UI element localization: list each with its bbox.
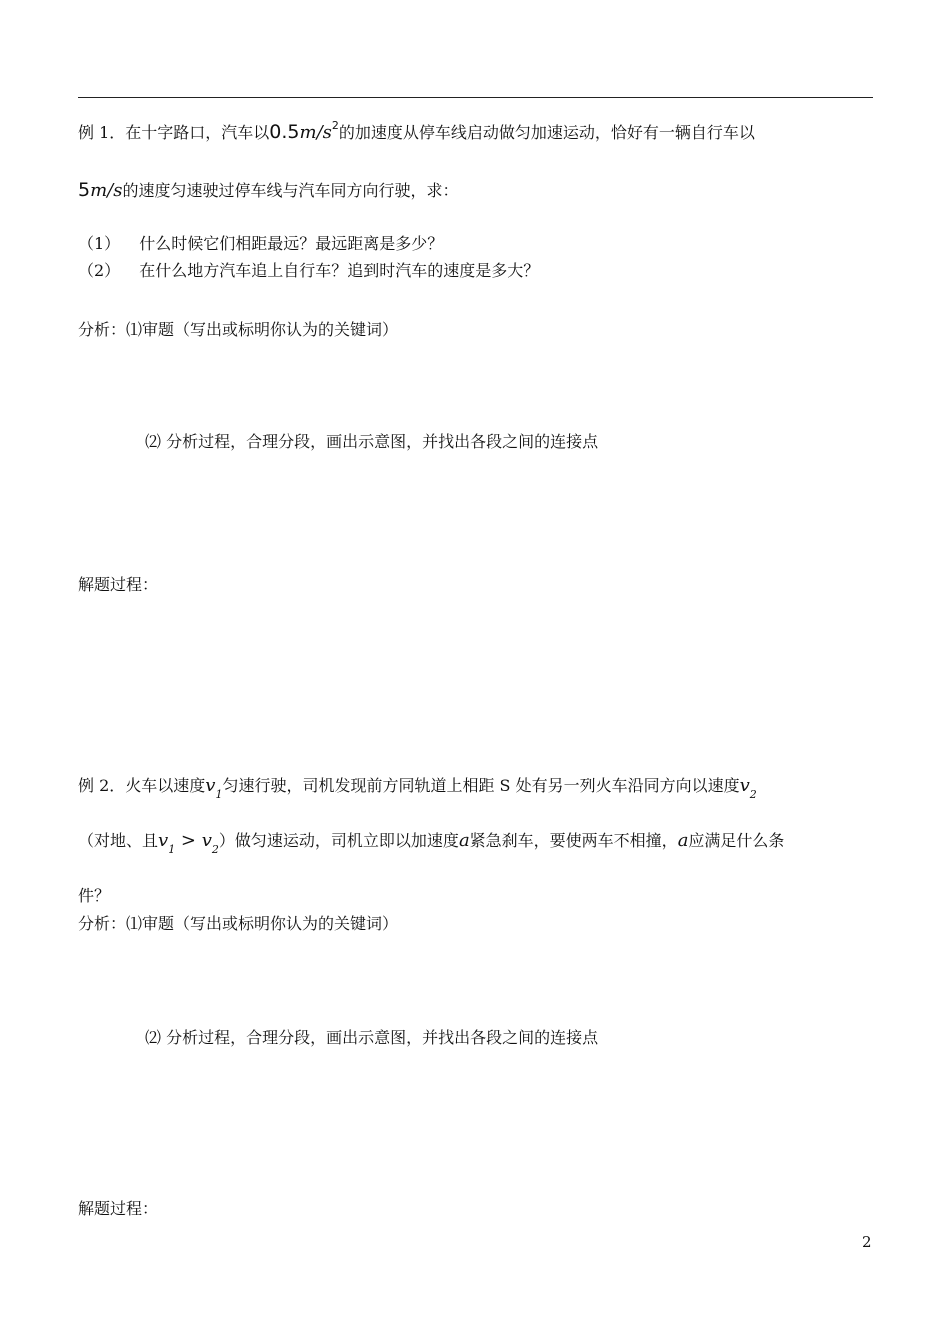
page-number: 2 — [862, 1233, 872, 1251]
ex1-line1 — [78, 120, 755, 143]
ex2-text-e: 紧急刹车，要使两车不相撞， — [469, 831, 678, 850]
a-symbol: a — [458, 830, 470, 851]
ex1-question-2 — [78, 258, 539, 281]
a-symbol-2: a — [677, 830, 689, 851]
ex2-line1 — [78, 773, 757, 801]
ex2-text-b: 匀速行驶，司机发现前方同轨道上相距 S 处有另一列火车沿同方向以速度 — [222, 776, 740, 795]
ex1-accel-formula: $0.5m/s^2$ — [269, 119, 339, 143]
ex1-analysis-1: 分析：⑴审题（写出或标明你认为的关键词） — [78, 320, 399, 339]
ex2-line3: 件？ — [78, 886, 111, 905]
ex2-analysis-1: 分析：⑴审题（写出或标明你认为的关键词） — [78, 914, 399, 933]
q2-text: 在什么地方汽车追上自行车？追到时汽车的速度是多大？ — [139, 261, 540, 280]
ex2-solution-label: 解题过程： — [78, 1199, 159, 1218]
ex1-text-a: 例 1．在十字路口，汽车以 — [78, 123, 270, 142]
ex1-text-c: 的速度匀速驶过停车线与汽车同方向行驶，求： — [122, 181, 459, 200]
ex2-text-a: 例 2．火车以速度 — [78, 776, 206, 795]
ex2-line2 — [78, 828, 785, 856]
q2-number: （2） — [78, 261, 121, 280]
v1-gt-v2: $v_1 > v_2$ — [158, 830, 219, 856]
ex1-question-1 — [78, 231, 443, 254]
v1-symbol: $v_1$ — [205, 775, 223, 801]
ex1-text-b: 的加速度从停车线启动做匀加速运动，恰好有一辆自行车以 — [338, 123, 755, 142]
q1-text: 什么时候它们相距最远？最远距离是多少？ — [139, 234, 444, 253]
ex1-speed-formula: 5m/s — [78, 179, 123, 201]
ex1-line2 — [78, 178, 458, 201]
ex2-text-c: （对地、且 — [78, 831, 159, 850]
ex1-analysis-2: ⑵ 分析过程，合理分段，画出示意图，并找出各段之间的连接点 — [145, 432, 599, 451]
ex2-text-f: 应满足什么条 — [688, 831, 785, 850]
ex1-solution-label: 解题过程： — [78, 575, 159, 594]
ex2-analysis-2: ⑵ 分析过程，合理分段，画出示意图，并找出各段之间的连接点 — [145, 1028, 599, 1047]
ex2-text-d: ）做匀速运动，司机立即以加速度 — [218, 831, 459, 850]
header-rule — [78, 97, 873, 98]
q1-number: （1） — [78, 234, 121, 253]
v2-symbol: $v_2$ — [739, 775, 757, 801]
